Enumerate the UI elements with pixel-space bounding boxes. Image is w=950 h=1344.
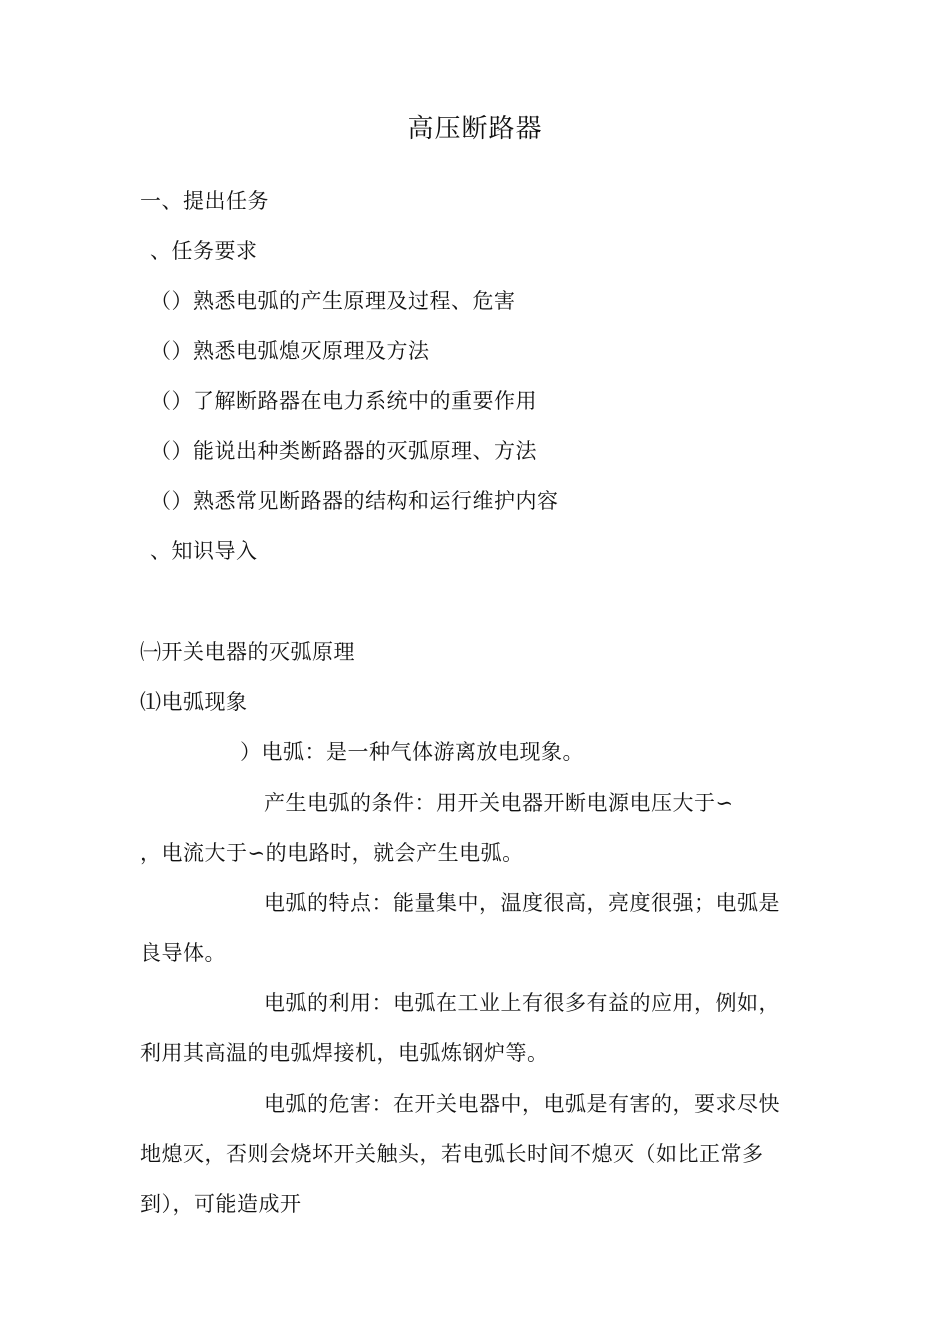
subsection-knowledge-intro: 、知识导入 — [150, 539, 258, 563]
paragraph-arc-hazards-cont-2: 到），可能造成开 — [140, 1192, 302, 1216]
paragraph-arc-uses: 电弧的利用：电弧在工业上有很多有益的应用，例如， — [264, 991, 780, 1015]
paragraph-arc-features: 电弧的特点：能量集中，温度很高，亮度很强；电弧是 — [264, 891, 780, 915]
subsection-task-requirements: 、任务要求 — [150, 239, 258, 263]
requirement-item-4: （）能说出种类断路器的灭弧原理、方法 — [150, 439, 537, 463]
heading-arc-extinguishing-principle: ㈠开关电器的灭弧原理 — [140, 640, 355, 664]
paragraph-arc-features-cont: 良导体。 — [140, 941, 226, 965]
paragraph-arc-hazards: 电弧的危害：在开关电器中，电弧是有害的，要求尽快 — [264, 1092, 780, 1116]
paragraph-arc-conditions-cont: ，电流大于∽的电路时，就会产生电弧。 — [140, 841, 524, 865]
requirement-item-3: （）了解断路器在电力系统中的重要作用 — [150, 389, 537, 413]
paragraph-arc-conditions: 产生电弧的条件：用开关电器开断电源电压大于∽ — [264, 791, 734, 815]
paragraph-arc-definition: ）电弧：是一种气体游离放电现象。 — [240, 740, 584, 764]
section-heading-raise-task: 一、提出任务 — [140, 189, 269, 213]
document-title: 高压断路器 — [407, 114, 543, 144]
heading-arc-phenomenon: ⑴电弧现象 — [140, 690, 248, 714]
requirement-item-5: （）熟悉常见断路器的结构和运行维护内容 — [150, 489, 559, 513]
requirement-item-1: （）熟悉电弧的产生原理及过程、危害 — [150, 289, 516, 313]
paragraph-arc-uses-cont: 利用其高温的电弧焊接机，电弧炼钢炉等。 — [140, 1041, 549, 1065]
requirement-item-2: （）熟悉电弧熄灭原理及方法 — [150, 339, 430, 363]
paragraph-arc-hazards-cont-1: 地熄灭，否则会烧坏开关触头，若电弧长时间不熄灭（如比正常多 — [140, 1142, 764, 1166]
